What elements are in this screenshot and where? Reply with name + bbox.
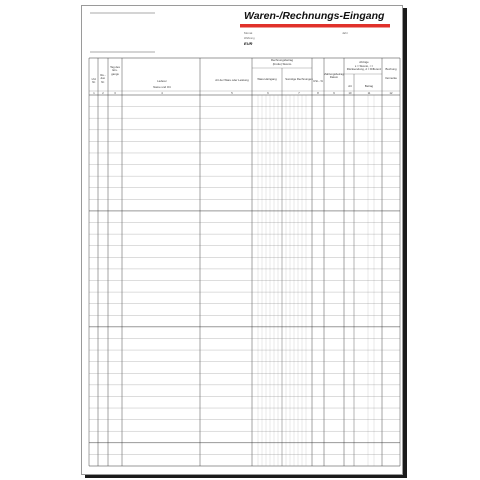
- col-zahlungsbetrag: Zahlungsbetrag Datum: [324, 72, 344, 80]
- col-buchung: Buchung: [385, 67, 397, 71]
- col-num-1: 1: [93, 92, 95, 95]
- col-num-6: 6: [267, 92, 269, 95]
- month-label: Monat: [244, 31, 253, 35]
- col-abzuege: Abzüge: [359, 60, 369, 64]
- col-rechnungsbetrag-sub: (brutto) Skonto: [272, 62, 292, 66]
- currency-value: EUR: [244, 41, 253, 46]
- col-re-datum: Re.-dat. Nr.: [100, 73, 106, 84]
- col-num-5: 5: [231, 92, 233, 95]
- year-label: Jahr: [342, 31, 348, 35]
- col-lieferer-sub: Name und Ort: [153, 85, 171, 89]
- col-ust: USt.- %: [313, 79, 323, 83]
- col-num-3: 3: [114, 92, 116, 95]
- form-grid: [82, 6, 402, 474]
- col-vermerke: Vermerke: [385, 76, 397, 80]
- col-num-7: 7: [298, 92, 300, 95]
- col-num-12: 12: [389, 92, 393, 95]
- col-num-8: 8: [317, 92, 319, 95]
- col-rechnungsbetrag: Rechnungsbetrag: [270, 58, 294, 62]
- col-lieferer: Lieferer: [157, 79, 167, 83]
- col-waren-eingang: Waren-Eingang: [257, 77, 277, 81]
- col-art: Art: [348, 84, 352, 88]
- col-num-10: 10: [348, 92, 352, 95]
- col-art-ware: Art der Ware oder Leistung: [215, 78, 249, 82]
- currency-label: Währung: [244, 37, 255, 40]
- form-sheet: [81, 5, 403, 475]
- col-num-2: 2: [102, 92, 104, 95]
- col-num-11: 11: [367, 92, 371, 95]
- title-accent-bar: [240, 24, 390, 28]
- col-sonstige: Sonstige Rechnungen: [285, 77, 313, 81]
- col-lfd-nr: Lfd. Nr.: [91, 77, 97, 85]
- col-tag-eingang: Tag des Ein-gangs: [110, 65, 120, 76]
- col-betrag: Betrag: [364, 84, 374, 88]
- ledger-grid: [89, 58, 400, 466]
- col-num-4: 4: [161, 92, 163, 95]
- col-abzuege-sub: s = Skonto, r = Rücksendung, d = Differenz: [346, 64, 382, 72]
- form-title: Waren-/Rechnungs-Eingang: [244, 10, 385, 22]
- col-num-9: 9: [333, 92, 335, 95]
